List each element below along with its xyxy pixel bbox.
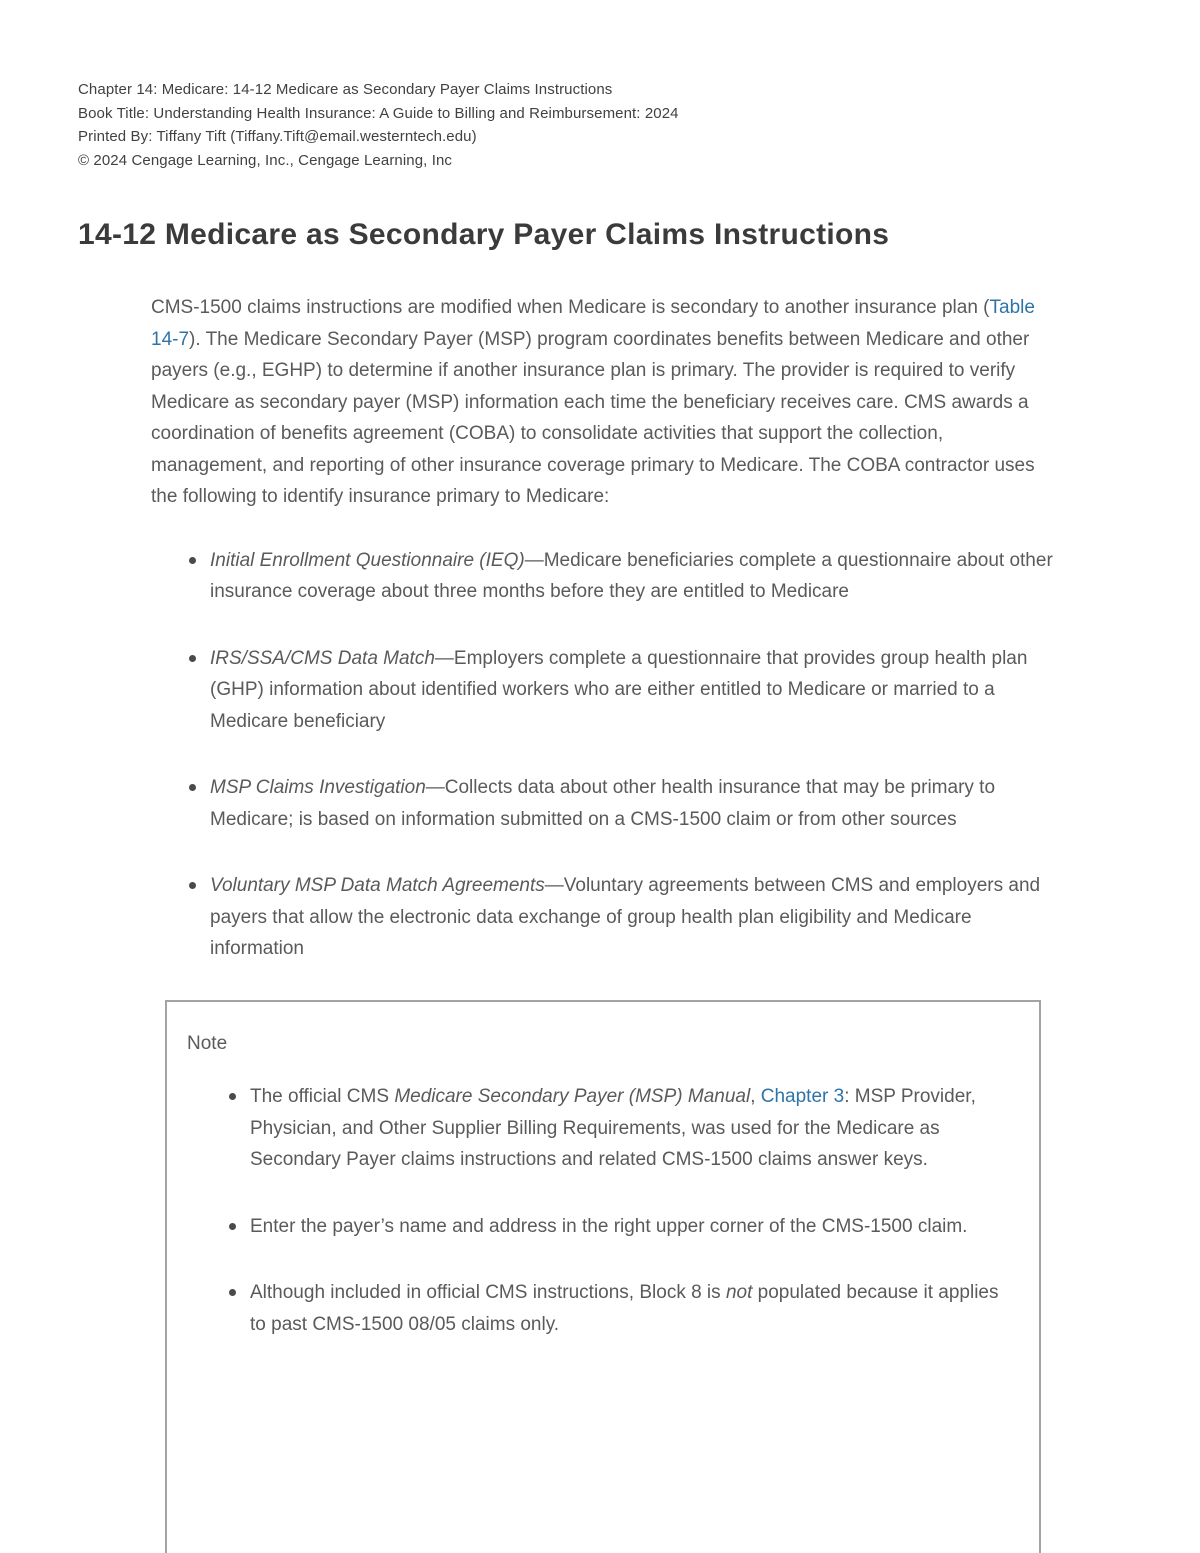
list-item	[151, 870, 1056, 965]
list-item	[151, 643, 1056, 738]
bullet-text: —Medicare beneficiaries complete a questionnaire about other insurance coverage about three months before they are entitled to Medicare	[210, 549, 1053, 602]
manual-title-italic: Medicare Secondary Payer (MSP) Manual	[394, 1086, 751, 1107]
note-text: ,	[750, 1086, 761, 1107]
emphasis-italic: not	[725, 1282, 753, 1303]
note-text: populated because it applies to past CMS-1500 08/05 claims only.	[250, 1282, 999, 1335]
print-header	[78, 78, 1200, 172]
list-item	[187, 1081, 1003, 1176]
bullet-text: —Voluntary agreements between CMS and employers and payers that allow the electronic data exchange of group health plan eligibility and Medicare information	[210, 875, 1041, 959]
intro-text-2: ). The Medicare Secondary Payer (MSP) program coordinates benefits between Medicare and other payers (e.g., EGHP) to determine if another insurance plan is primary. The provider is required to verify Medicare as secondary payer (MSP) information each time the beneficiary receives care. CMS awards a coordination of benefits agreement (COBA) to consolidate activities that support the collection, management, and reporting of other insurance coverage primary to Medicare. The COBA contractor uses the following to identify insurance primary to Medicare:	[151, 328, 1035, 507]
list-item	[187, 1277, 1003, 1340]
bullet-lead-italic: Initial Enrollment Questionnaire (IEQ)	[210, 549, 525, 571]
bullet-lead-italic: MSP Claims Investigation	[210, 777, 426, 798]
table-14-7-link[interactable]: Table 14-7	[151, 297, 1035, 350]
header-book-title-line: Book Title: Understanding Health Insurance: A Guide to Billing and Reimbursement: 2024	[78, 104, 679, 122]
note-text: : MSP Provider, Physician, and Other Supplier Billing Requirements, was used for the Medicare as Secondary Payer claims instructions and related CMS-1500 claims answer keys.	[250, 1086, 976, 1170]
note-box	[165, 1000, 1041, 1553]
bullet-text: —Employers complete a questionnaire that provides group health plan (GHP) information about identified workers who are either entitled to Medicare or married to a Medicare beneficiary	[210, 647, 1028, 732]
note-text: Although included in official CMS instructions, Block 8 is	[250, 1282, 726, 1303]
intro-paragraph	[151, 292, 1056, 513]
msp-sources-list	[151, 545, 1056, 965]
content-area	[151, 292, 1056, 1553]
header-chapter-line: Chapter 14: Medicare: 14-12 Medicare as Secondary Payer Claims Instructions	[78, 81, 613, 98]
intro-text-1: CMS-1500 claims instructions are modified when Medicare is secondary to another insurance plan (	[151, 297, 990, 318]
note-text: Enter the payer’s name and address in the right upper corner of the CMS-1500 claim.	[250, 1215, 968, 1237]
note-list	[187, 1081, 1003, 1340]
bullet-text: —Collects data about other health insurance that may be primary to Medicare; is based on information submitted on a CMS-1500 claim or from other sources	[210, 777, 996, 830]
bullet-lead-italic: Voluntary MSP Data Match Agreements	[210, 875, 545, 896]
header-copyright-line: © 2024 Cengage Learning, Inc., Cengage Learning, Inc	[78, 151, 453, 169]
list-item	[151, 772, 1056, 835]
page-title: 14-12 Medicare as Secondary Payer Claims Instructions	[78, 218, 890, 251]
header-printed-by-line: Printed By: Tiffany Tift (Tiffany.Tift@email.westerntech.edu)	[78, 128, 477, 145]
list-item	[187, 1211, 1003, 1243]
bullet-lead-italic: IRS/SSA/CMS Data Match	[210, 647, 435, 669]
note-title: Note	[187, 1032, 228, 1054]
note-text: The official CMS	[250, 1086, 395, 1107]
chapter-3-link[interactable]: Chapter 3	[760, 1086, 845, 1107]
list-item	[151, 545, 1056, 608]
